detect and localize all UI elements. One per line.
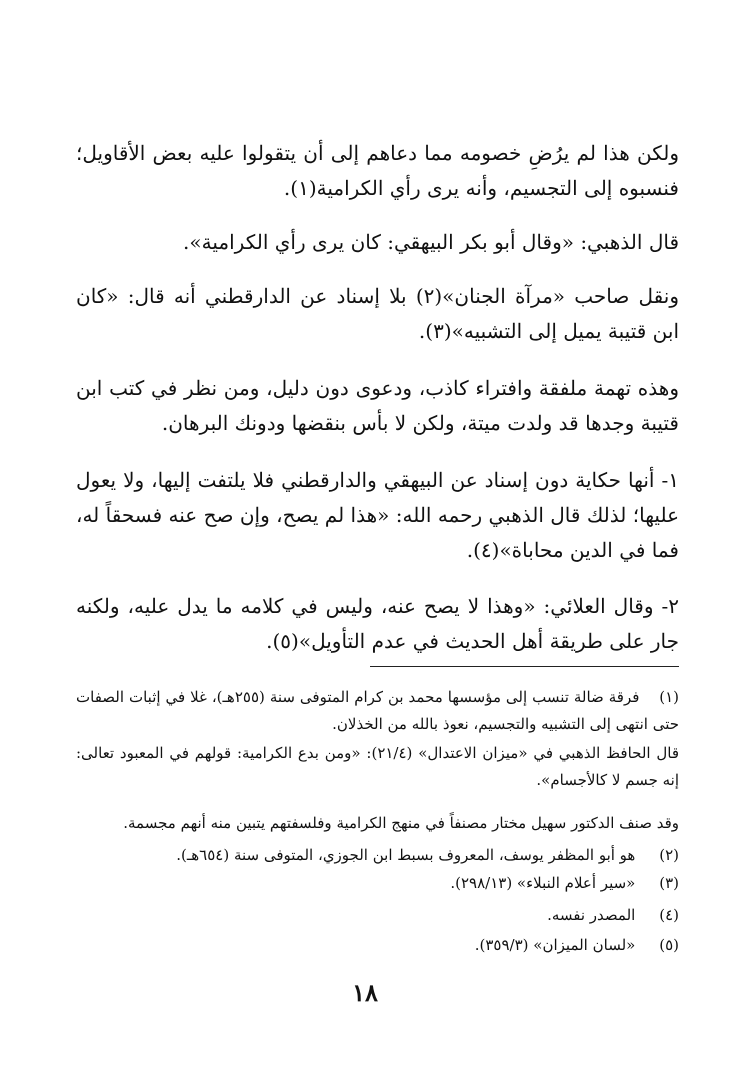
footnote-text: هو أبو المظفر يوسف، المعروف بسبط ابن الجوزي، المتوفى سنة (٦٥٤هـ).	[176, 846, 636, 864]
footnote-1	[76, 684, 679, 738]
page-number: ١٨	[352, 978, 378, 1007]
paragraph-6: ٢- وقال العلائي: «وهذا لا يصح عنه، وليس في كلامه ما يدل عليه، ولكنه جار على طريقة أهل الحديث في عدم التأويل»(٥).	[76, 594, 679, 653]
paragraph-2: قال الذهبي: «وقال أبو بكر البيهقي: كان يرى رأي الكرامية».	[183, 230, 679, 254]
footnote-2	[76, 842, 679, 869]
paragraph-1: ولكن هذا لم يرُضِ خصومه مما دعاهم إلى أن يتقولوا عليه بعض الأقاويل؛ فنسبوه إلى التجسيم، وأنه يرى رأي الكرامية(١).	[76, 141, 679, 200]
footnote-separator	[370, 666, 679, 667]
footnote-text: المصدر نفسه.	[547, 906, 636, 924]
footnote-text: فرقة ضالة تنسب إلى مؤسسها محمد بن كرام المتوفى سنة (٢٥٥هـ)، غلا في إثبات الصفات حتى انتهى إلى التشبيه والتجسيم، نعوذ بالله من الخذلان.	[76, 688, 679, 733]
footnote-number: (١)	[659, 688, 679, 706]
footnote-number: (٤)	[659, 906, 679, 924]
footnote-text: «لسان الميزان» (٣٥٩/٣).	[474, 936, 636, 954]
paragraph-5: ١- أنها حكاية دون إسناد عن البيهقي والدارقطني فلا يلتفت إليها، ولا يعول عليها؛ لذلك قال الذهبي رحمه الله: «هذا لم يصح، وإن صح عنه فسحقاً له، فما في الدين محاباة»(٤).	[76, 468, 679, 562]
footnote-1-continuation-2: وقد صنف الدكتور سهيل مختار مصنفاً في منهج الكرامية وفلسفتهم يتبين منه أنهم مجسمة.	[123, 814, 679, 832]
paragraph-3: ونقل صاحب «مرآة الجنان»(٢) بلا إسناد عن الدارقطني أنه قال: «كان ابن قتيبة يميل إلى التشبيه»(٣).	[76, 284, 680, 343]
footnote-number: (٢)	[659, 846, 679, 864]
footnote-number: (٥)	[659, 936, 679, 954]
footnote-4	[76, 902, 679, 929]
footnote-5	[76, 932, 679, 959]
footnote-1-continuation: قال الحافظ الذهبي في «ميزان الاعتدال» (٢١/٤): «ومن بدع الكرامية: قولهم في المعبود تعالى: إنه جسم لا كالأجسام».	[76, 744, 679, 789]
footnote-number: (٣)	[659, 874, 679, 892]
footnote-3	[76, 870, 679, 897]
paragraph-4: وهذه تهمة ملفقة وافتراء كاذب، ودعوى دون دليل، ومن نظر في كتب ابن قتيبة وجدها قد ولدت ميتة، ولكن لا بأس بنقضها ودونك البرهان.	[76, 376, 679, 435]
footnote-text: «سير أعلام النبلاء» (٢٩٨/١٣).	[450, 874, 636, 892]
